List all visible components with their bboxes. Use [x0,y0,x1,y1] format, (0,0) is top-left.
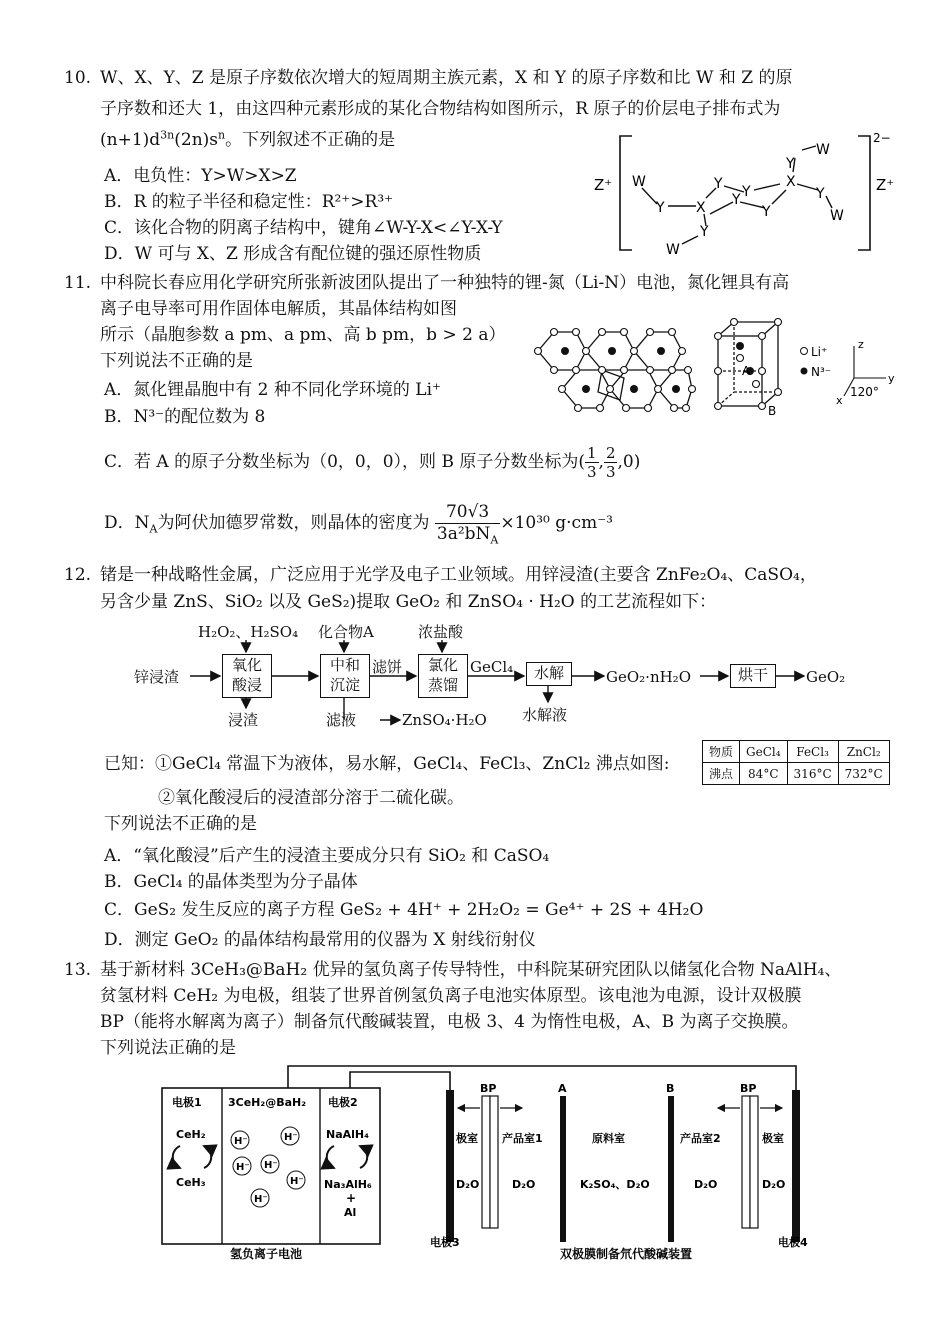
k2so4-label: K₂SO₄、D₂O [580,1178,650,1191]
plus-sign: + [346,1191,357,1205]
axis-y: y [888,372,895,385]
electrode-1: 电极1 [172,1096,202,1109]
reagent-2: 化合物A [318,623,374,641]
atom-y: Y [714,176,723,192]
znso4-product: ZnSO₄·H₂O [402,711,487,729]
charge-label: 2− [873,132,891,145]
axis-x: x [836,394,843,407]
reagent-1: H₂O₂、H₂SO₄ [198,623,299,641]
label-a: A [742,364,751,378]
q13-stem-line2: 贫氢材料 CeH₂ 为电极，组装了世界首例氢负离子电池实体原型。该电池为电源，设计双极膜 [100,986,802,1006]
q10-stem-line3: $(n+1)d^{3n}(2n)s^n$。下列叙述不正确的是 [100,128,396,150]
q12-known-2: ②氧化酸浸后的浸渣部分溶于二硫化碳。 [158,788,464,808]
atom-y: Y [732,192,741,208]
q12-number: 12. [64,565,92,585]
q11-number: 11. [64,273,92,293]
table-cell: 84°C [740,763,788,785]
atom-y: Y [742,184,751,200]
table-cell: 物质 [703,741,740,763]
cycle-arrow [327,1146,334,1168]
q11-option-b: B．N³⁻的配位数为 8 [104,407,266,427]
step-dry: 烘干 [730,664,776,688]
ceh3: CeH₃ [176,1176,206,1189]
device-caption: 双极膜制备氘代酸碱装置 [560,1247,693,1261]
q11-stem-line2: 离子电导率可用作固体电解质，其晶体结构如图 [100,299,457,319]
svg-text:H⁻: H⁻ [264,1160,278,1171]
input-material: 锌浸渣 [134,668,180,686]
reagent-3: 浓盐酸 [418,623,464,641]
membrane-a [560,1096,566,1242]
electrode-3-bar [446,1090,454,1242]
product-chamber-2: 产品室2 [680,1132,721,1145]
aluminium: Al [344,1206,357,1219]
cation-right: Z⁺ [876,176,895,194]
raw-material-chamber: 原料室 [592,1132,625,1145]
cation-left: Z⁺ [594,176,613,194]
electrode-2: 电极2 [328,1096,358,1109]
atom-w: W [830,208,844,224]
table-cell: FeCl₃ [787,741,838,763]
electrolyte: 3CeH₂@BaH₂ [228,1096,307,1109]
q10-number: 10. [64,68,92,88]
membrane-b [668,1096,674,1242]
step-oxidize-leach: 氧化 酸浸 [222,654,272,698]
cycle-arrow [173,1146,180,1168]
atom-y: Y [700,224,709,240]
filter-cake: 滤饼 [372,658,403,676]
circuit-wires [288,1066,796,1090]
atom-w: W [632,174,646,190]
svg-text:H⁻: H⁻ [290,1176,304,1187]
atom-y: Y [786,156,795,172]
angle-label: 120° [850,385,879,399]
electrode-4: 电极4 [778,1236,808,1249]
battery-caption: 氢负离子电池 [230,1247,303,1261]
filtrate-label: 滤液 [326,711,357,729]
q12-stem-line2: 另含少量 ZnS、SiO₂ 以及 GeS₂)提取 GeO₂ 和 ZnSO₄ · H₂O 的工艺流程如下： [100,592,717,612]
hydrate-label: GeO₂·nH₂O [606,668,691,686]
q13-stem-line1: 基于新材料 3CeH₃@BaH₂ 优异的氢负离子传导特性，中科院某研究团队以储氢化合物 NaAlH₄、 [100,960,842,980]
table-cell: 732°C [838,763,889,785]
svg-text:H⁻: H⁻ [234,1136,248,1147]
q11-option-d: D．$N_A$为阿伏加德罗常数，则晶体的密度为 $\frac{70√3}{3a^2bN_A}$ ×10³⁰ g·cm⁻³ [104,502,613,547]
q12-option-a: A．“氧化酸浸”后产生的浸渣主要成分只有 SiO₂ 和 CaSO₄ [104,846,550,866]
table-cell: GeCl₄ [740,741,788,763]
q10-option-d: D．W 可与 X、Z 形成含有配位键的强还原性物质 [104,244,482,264]
legend-li: Li⁺ [811,345,828,359]
final-product: GeO₂ [806,668,846,686]
atom-y: Y [816,186,825,202]
density-fraction: $\frac{70√3}{3a^2bN_A}$ [436,502,499,547]
q11-stem-line1: 中科院长春应用化学研究所张新波团队提出了一种独特的锂-氮（Li-N）电池，氮化锂具有高 [100,273,790,293]
step-hydrolysis: 水解 [526,662,572,686]
svg-text:H⁻: H⁻ [284,1132,298,1143]
q12-ask: 下列说法不正确的是 [104,814,257,834]
membrane-b-label: B [666,1082,675,1095]
hydrolysis-liquid: 水解液 [522,706,568,724]
table-row [703,741,890,763]
q13-number: 13. [64,960,92,980]
cycle-arrow [204,1146,211,1168]
table-cell: 沸点 [703,763,740,785]
electrode-4-bar [792,1090,800,1242]
svg-text:H⁻: H⁻ [254,1194,268,1205]
q12-option-d: D．测定 GeO₂ 的晶体结构最常用的仪器为 X 射线衍射仪 [104,930,536,950]
bp-membrane [742,1096,750,1228]
q12-stem-line1: 锗是一种战略性金属，广泛应用于光学及电子工业领域。用锌浸渣(主要含 ZnFe₂O₄、CaSO₄， [100,565,817,585]
axis-z: z [858,338,864,351]
d2o-label: D₂O [456,1178,480,1191]
atom-y: Y [656,200,665,216]
membrane-a-label: A [558,1082,567,1095]
atom-x: X [786,174,796,190]
cycle-arrow [360,1146,367,1168]
gecl4-label: GeCl₄ [470,658,514,676]
naalh4: NaAlH₄ [326,1128,369,1141]
q13-battery-figure [150,1062,840,1272]
q10-stem-line1: W、X、Y、Z 是原子序数依次增大的短周期主族元素，X 和 Y 的原子序数和比 W 和 Z 的原 [100,68,793,88]
q12-known-1: 已知：①GeCl₄ 常温下为液体，易水解，GeCl₄、FeCl₃、ZnCl₂ 沸点如图: [104,754,670,774]
hydride-ions [231,1127,305,1207]
fraction: $\frac{1}{3}$ [586,444,597,481]
atom-w: W [666,242,680,258]
bp-label: BP [480,1082,497,1095]
electrode-3: 电极3 [430,1236,460,1249]
q11-option-c: C．若 A 的原子分数坐标为（0，0，0），则 B 原子分数坐标为( $\frac{1}{3}$ , $\frac{2}{3}$ ,0) [104,444,641,481]
q10-stem-line2: 子序数和还大 1，由这四种元素形成的某化合物结构如图所示，R 原子的价层电子排布式为 [100,99,781,119]
q13-stem-line4: 下列说法正确的是 [100,1038,236,1058]
d2o-label: D₂O [694,1178,718,1191]
na3alh6: Na₃AlH₆ [324,1178,372,1191]
d2o-label: D₂O [512,1178,536,1191]
bp-label: BP [740,1082,757,1095]
q12-option-c: C．GeS₂ 发生反应的离子方程 GeS₂ + 4H⁺ + 2H₂O₂ = Ge⁴⁺ + 2S + 4H₂O [104,900,704,920]
q10-option-a: A．电负性：Y>W>X>Z [104,166,297,186]
step-neutralize: 中和 沉淀 [320,654,370,698]
fraction: $\frac{2}{3}$ [605,444,616,481]
bp-membrane [482,1096,490,1228]
step-chlorinate: 氯化 蒸馏 [418,654,468,698]
electrode-chamber-left: 极室 [456,1132,478,1145]
q12-option-b: B．GeCl₄ 的晶体类型为分子晶体 [104,872,358,892]
q13-stem-line3: BP（能将水解离为离子）制备氘代酸碱装置，电极 3、4 为惰性电极，A、B 为离子交换膜。 [100,1012,799,1032]
ceh2: CeH₂ [176,1128,206,1141]
q11-option-a: A．氮化锂晶胞中有 2 种不同化学环境的 Li⁺ [104,380,442,400]
boiling-point-table [702,740,890,785]
q10-option-c: C．该化合物的阴离子结构中，键角∠W-Y-X<∠Y-X-Y [104,218,503,238]
d2o-label: D₂O [762,1178,786,1191]
label-b: B [768,404,777,418]
svg-text:H⁻: H⁻ [236,1162,250,1173]
table-cell: ZnCl₂ [838,741,889,763]
q11-stem-line4: 下列说法不正确的是 [100,351,253,371]
electrode-chamber-right: 极室 [762,1132,784,1145]
atom-y: Y [762,204,771,220]
atom-w: W [816,142,830,158]
residue-label: 浸渣 [228,711,259,729]
q10-option-b: B．R 的粒子半径和稳定性：R²⁺>R³⁺ [104,192,394,212]
table-cell: 316°C [787,763,838,785]
product-chamber-1: 产品室1 [502,1132,543,1145]
q11-stem-line3: 所示（晶胞参数 a pm、a pm、高 b pm，b > 2 a） [100,325,506,345]
atom-x: X [696,200,706,216]
table-row [703,763,890,785]
legend-n: N³⁻ [811,365,832,379]
